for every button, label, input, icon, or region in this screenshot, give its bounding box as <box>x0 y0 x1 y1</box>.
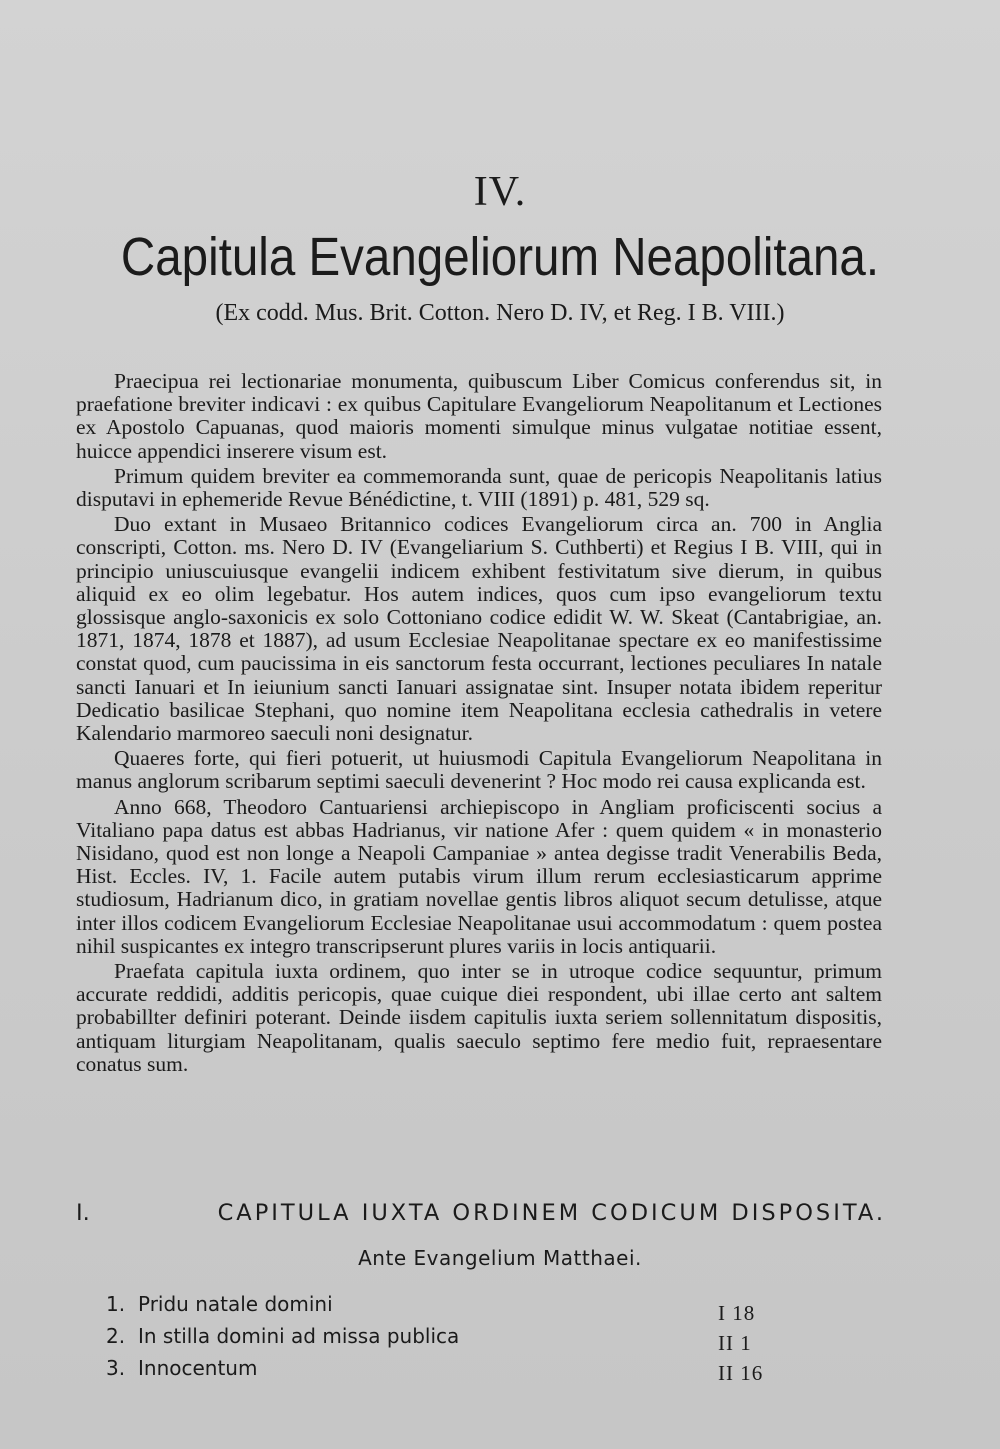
section-heading <box>76 1200 886 1226</box>
list-item-reference: I 18 <box>718 1301 756 1325</box>
pericope-references <box>718 1298 838 1388</box>
paragraph-4: Quaeres forte, qui fieri potuerit, ut huiusmodi Capitula Evangeliorum Neapolitana in manus anglorum scribarum septimi saeculi devenerint ? Hoc modo rei causa explicanda est. <box>76 746 882 794</box>
list-item-label: Pridu natale domini <box>138 1292 333 1316</box>
paragraph-5: Anno 668, Theodoro Cantuariensi archiepiscopo in Angliam proficiscenti socius a Vitaliano papa datus est abbas Hadrianus, vir natione Afer : quem quidem « in monasterio Nisidano, quod est non longe a Neapoli Campaniae » antea degisse tradit Venerabilis Beda, Hist. Eccles. IV, 1. Facile autem putabis virum illum rerum ecclesiasticarum apprime studiosum, Hadrianum dico, in gratiam novellae gentis libros aliquot secum detulisse, atque inter illos codicem Evangeliorum Ecclesiae Neapolitanae usui accommodatum : quem postea nihil suspicantes ex integro transcripserunt plures variis in locis antiquarii. <box>76 794 882 958</box>
list-item-number: 1. <box>106 1292 126 1316</box>
list-item <box>106 1288 806 1320</box>
list-item <box>106 1352 806 1384</box>
paragraph-1: Praecipua rei lectionariae monumenta, quibuscum Liber Comicus conferendus sit, in praefatione breviter indicavi : ex quibus Capitulare Evangeliorum Neapolitanum et Lectiones ex Apostolo Capuanas, quod maioris momenti simulque minus vulgatae notitiae essent, huicce appendici inserere visum est. <box>76 369 882 463</box>
list-item-reference: II 1 <box>718 1331 752 1355</box>
section-subtitle: Ante Evangelium Matthaei. <box>358 1246 642 1270</box>
body-text <box>76 370 882 1076</box>
list-item-label: In stilla domini ad missa publica <box>138 1324 460 1348</box>
chapter-numeral: IV. <box>473 169 527 215</box>
paragraph-2: Primum quidem breviter ea commemoranda sunt, quae de pericopis Neapolitanis latius disputavi in ephemeride Revue Bénédictine, t. VIII (1891) p. 481, 529 sq. <box>76 463 882 512</box>
chapter-title: Capitula Evangeliorum Neapolitana. <box>120 227 880 287</box>
section-title: CAPITULA IUXTA ORDINEM CODICUM DISPOSITA. <box>217 1200 886 1226</box>
chapter-subtitle: (Ex codd. Mus. Brit. Cotton. Nero D. IV, et Reg. I B. VIII.) <box>215 300 785 326</box>
paragraph-3: Duo extant in Musaeo Britannico codices Evangeliorum circa an. 700 in Anglia conscripti, Cotton. ms. Nero D. IV (Evangeliarium S. Cuthberti) et Regius I B. VIII, qui in principio uniuscuiusque evangelii indicem exhibent festivitatum sive dierum, in quibus aliquid ex eo olim legebatur. Hos autem indices, quos cum ipso evangeliorum textu glossisque anglo-saxonicis ex solo Cottoniano codice edidit W. W. Skeat (Cantabrigiae, an. 1871, 1874, 1878 et 1887), ad usum Ecclesiae Neapolitanae spectare ex eo manifestissime constat quod, cum paucissima in eis sanctorum festa occurrant, lectiones peculiares In natale sancti Ianuari et In ieiunium sancti Ianuari assignatae sint. Insuper notata ibidem reperitur Dedicatio basilicae Stephani, quo nomine item Neapolitana ecclesia cathedralis in vetere Kalendario marmoreo saeculi noni designatur. <box>76 512 882 746</box>
section-number: I. <box>76 1200 90 1226</box>
capitula-list <box>106 1288 806 1384</box>
list-item <box>106 1320 806 1352</box>
list-item-number: 3. <box>106 1356 126 1380</box>
list-item-reference: II 16 <box>718 1361 764 1385</box>
list-item-number: 2. <box>106 1324 126 1348</box>
paragraph-6: Praefata capitula iuxta ordinem, quo inter se in utroque codice sequuntur, primum accurate reddidi, additis pericopis, quae cuique diei respondent, ubi illae certo ant saltem probabillter definiri poterant. Deinde iisdem capitulis iuxta seriem sollennitatum dispositis, antiquam liturgiam Neapolitanam, qualis saeculo septimo fere medio fuit, repraesentare conatus sum. <box>76 959 882 1076</box>
list-item-label: Innocentum <box>138 1356 258 1380</box>
